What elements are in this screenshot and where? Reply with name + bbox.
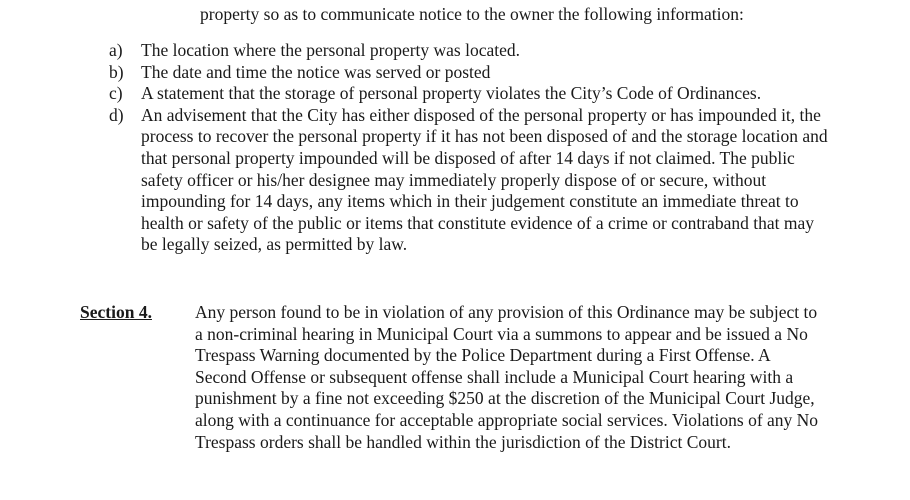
notice-information-list — [109, 40, 829, 256]
list-item-text: The location where the personal property was located. — [141, 40, 521, 60]
section-body-text: Any person found to be in violation of any provision of this Ordinance may be subject to a non-criminal hearing in Municipal Court via a summons to appear and be issued a No Trespass Warning documented by the Police Department during a First Offense. A Second Offense or subsequent offense shall include a Municipal Court hearing with a punishment by a fine not exceeding $250 at the discretion of the Municipal Court Judge, along with a continuance for acceptable appropriate social services. Violations of any No Trespass orders shall be handled within the jurisdiction of the District Court. — [195, 302, 819, 452]
section-heading: Section 4. — [80, 302, 152, 322]
list-item-text: The date and time the notice was served or posted — [141, 61, 491, 82]
list-marker: d) — [109, 104, 124, 125]
list-item-text: An advisement that the City has either disposed of the personal property or has impounded it, the process to recover the personal property if it has not been disposed of and the storage location and that personal property impounded will be disposed of after 14 days if not claimed. The public safety officer or his/her designee may immediately properly dispose of or secure, without impounding for 14 days, any items which in their judgement constitute an immediate threat to health or safety of the public or items that constitute evidence of a crime or contraband that may be legally seized, as permitted by law. — [141, 104, 828, 255]
list-marker: c) — [109, 83, 123, 104]
list-item-b — [109, 62, 829, 84]
list-marker: b) — [109, 61, 124, 82]
list-item-d — [109, 105, 829, 256]
list-item-text: A statement that the storage of personal property violates the City’s Code of Ordinances. — [141, 83, 762, 104]
list-item-c — [109, 83, 829, 105]
list-item-a — [109, 40, 829, 62]
intro-line: property so as to communicate notice to the owner the following information: — [200, 4, 744, 24]
list-marker: a) — [109, 40, 123, 60]
